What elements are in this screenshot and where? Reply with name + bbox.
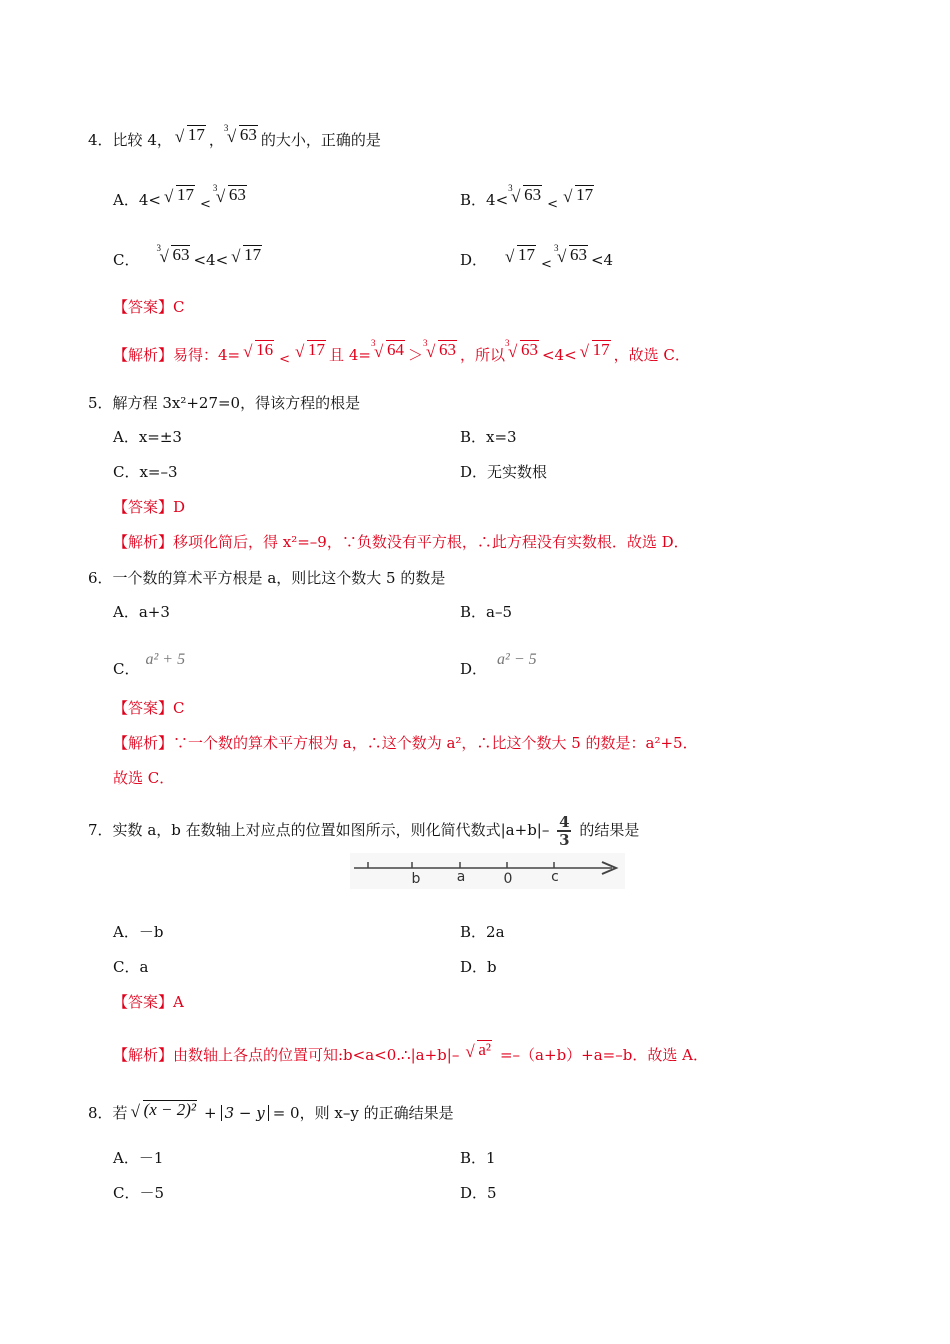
axis-label-zero: 0 <box>503 871 513 887</box>
q6-option-b: B．a–5 <box>460 603 513 621</box>
axis-label-a: a <box>456 869 466 885</box>
q7-answer: 【答案】A <box>113 993 184 1011</box>
q7-option-a: A．－b <box>113 923 164 941</box>
q7-option-b: B．2a <box>460 923 505 941</box>
q8-option-b: B．1 <box>460 1149 496 1167</box>
q5-option-b: B．x=3 <box>460 428 517 446</box>
q5-option-a: A．x=±3 <box>113 428 182 446</box>
q6-explanation-line2: 故选 C． <box>113 769 175 787</box>
q4-explanation: 【解析】易得：4= √ 16< √ 17 且 4= 3 √ 64 ＞ 3 √ 63 ，所以 3 √ 63 <4< √ 17 ，故选 C． <box>113 338 690 367</box>
fraction-4-3: $\frac{4}{3}$ <box>559 813 570 849</box>
q4-answer: 【答案】C <box>113 298 185 316</box>
axis-label-c: c <box>551 869 559 885</box>
axis-label-b: b <box>411 871 421 887</box>
q4-option-a: A．4< √ 17< 3 √ 63 <box>113 183 246 212</box>
q5-explanation: 【解析】移项化简后，得 x²=–9，∵负数没有平方根，∴此方程没有实数根．故选 D． <box>113 533 689 551</box>
number-line <box>350 853 625 889</box>
q5-stem: 5．解方程 3x²+27=0，得该方程的根是 <box>88 394 361 412</box>
q4-option-b: B．4< 3 √ 63< √ 17 <box>460 183 594 212</box>
q5-answer: 【答案】D <box>113 498 186 516</box>
q6-option-c: C．a² + 5 <box>113 651 186 678</box>
cbrt-63: 3 √ 63 <box>223 123 257 146</box>
q7-explanation: 【解析】由数轴上各点的位置可知:b<a<0.∴|a+b|– √ a² =–（a+b）+a=–b．故选 A． <box>113 1040 708 1064</box>
q6-answer: 【答案】C <box>113 699 185 717</box>
q6-option-a: A．a+3 <box>113 603 170 621</box>
q8-stem: 8．若 √ (x − 2)² + 3 − y = 0，则 x–y 的正确结果是 <box>88 1100 454 1122</box>
q8-option-a: A．－1 <box>113 1149 164 1167</box>
q6-option-d: D．a² − 5 <box>460 651 537 678</box>
q6-stem: 6．一个数的算术平方根是 a，则比这个数大 5 的数是 <box>88 569 446 587</box>
q4-stem: 4．比较 4， √ 17 ， 3 √ 63 的大小，正确的是 <box>88 123 381 149</box>
q7-stem: 7．实数 a，b 在数轴上对应点的位置如图所示，则化简代数式$|a+b|- \frac{4}{3}$ 的结果是 <box>88 813 640 849</box>
q4-option-d: D． √ 17< 3 √ 63 <4 <box>460 243 614 272</box>
q6-explanation-line1: 【解析】∵一个数的算术平方根为 a，∴这个数为 a²，∴比这个数大 5 的数是：a²+5． <box>113 734 698 752</box>
q5-option-d: D．无实数根 <box>460 463 548 481</box>
q4-option-c: C． 3 √ 63 <4< √ 17 <box>113 243 262 269</box>
q5-option-c: C．x=–3 <box>113 463 178 481</box>
sqrt-17: √ 17 <box>174 125 205 146</box>
q7-option-d: D．b <box>460 958 497 976</box>
q8-option-d: D．5 <box>460 1184 497 1202</box>
q7-option-c: C．a <box>113 958 149 976</box>
q8-option-c: C．－5 <box>113 1184 165 1202</box>
